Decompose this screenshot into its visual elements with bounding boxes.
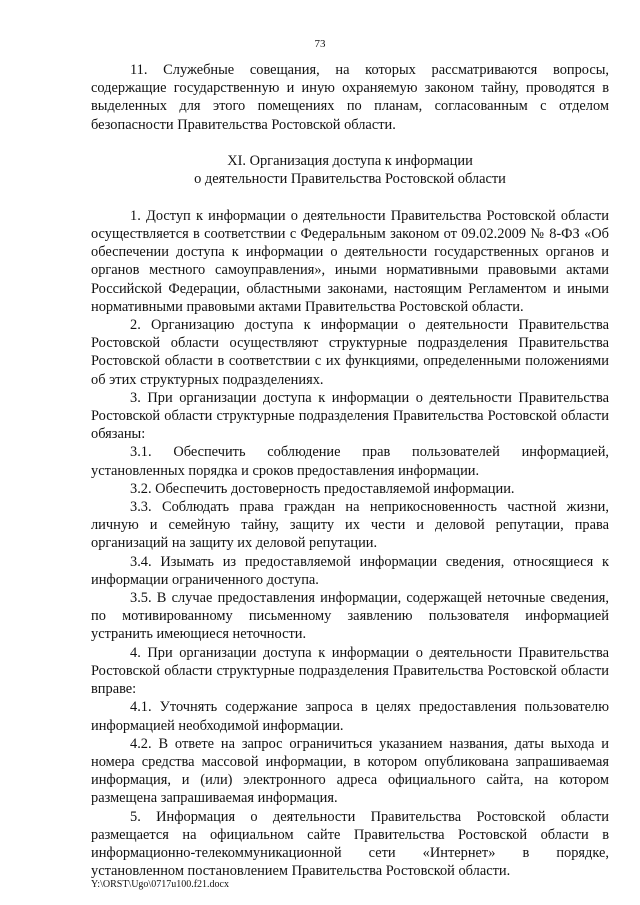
paragraph-11-meetings: 11. Служебные совещания, на которых рассматриваются вопросы, содержащие государственную и иную охраняемую законом тайну, проводятся в выделенных для этого помещениях по планам, согласованным с отделом безопасности Правительства Ростовской области. — [91, 62, 609, 133]
section-heading — [91, 152, 609, 188]
paragraph-4-2: 4.2. В ответе на запрос ограничиться указанием названия, даты выхода и номера средства массовой информации, в котором опубликована запрашиваемая информация, и (или) электронного адреса официального сайта, на котором размещена запрашиваемая информация. — [91, 735, 609, 807]
paragraph-4: 4. При организации доступа к информации о деятельности Правительства Ростовской области структурные подразделения Правительства Ростовской области вправе: — [91, 644, 609, 698]
paragraph-3-5: 3.5. В случае предоставления информации, содержащей неточные сведения, по мотивированному письменному заявлению пользователя информацией устранить имеющиеся неточности. — [91, 590, 609, 643]
paragraph-3-4: 3.4. Изымать из предоставляемой информации сведения, относящиеся к информации ограниченного доступа. — [91, 553, 609, 588]
paragraph-3-1: 3.1. Обеспечить соблюдение прав пользователей информацией, установленных порядка и сроков предоставления информации. — [91, 444, 609, 479]
section-heading-line-2: о деятельности Правительства Ростовской области — [194, 170, 506, 187]
section-heading-line-1: XI. Организация доступа к информации — [227, 152, 473, 169]
paragraph-2: 2. Организацию доступа к информации о деятельности Правительства Ростовской области осуществляют структурные подразделения Правительства Ростовской области в соответствии с их функциями, определенными положениями об этих структурных подразделениях. — [91, 317, 609, 388]
document-body — [91, 61, 609, 880]
paragraph-3: 3. При организации доступа к информации о деятельности Правительства Ростовской области структурные подразделения Правительства Ростовской области обязаны: — [91, 389, 609, 443]
page-number: 73 — [314, 38, 326, 50]
paragraph-5: 5. Информация о деятельности Правительства Ростовской области размещается на официальном сайте Правительства Ростовской области в информационно-телекоммуникационной сети «Интернет» в порядке, установленном постановлением Правительства Ростовской области. — [91, 808, 609, 880]
paragraph-1: 1. Доступ к информации о деятельности Правительства Ростовской области осуществляется в соответствии с Федеральным законом от 09.02.2009 № 8-ФЗ «Об обеспечении доступа к информации о деятельности государственных органов и органов местного самоуправления», иными нормативными правовыми актами Российской Федерации, областными законами, настоящим Регламентом и иными нормативными правовыми актами Правительства Ростовской области. — [91, 207, 609, 315]
paragraph-3-2: 3.2. Обеспечить достоверность предоставляемой информации. — [130, 480, 515, 497]
paragraph-3-3: 3.3. Соблюдать права граждан на неприкосновенность частной жизни, личную и семейную тайну, защиту их чести и деловой репутации, права организаций на защиту их деловой репутации. — [91, 499, 609, 552]
paragraph-4-1: 4.1. Уточнять содержание запроса в целях предоставления пользователю информацией необходимой информации. — [91, 699, 609, 734]
footer-file-path: Y:\ORST\Ugo\0717u100.f21.docx — [91, 879, 229, 890]
